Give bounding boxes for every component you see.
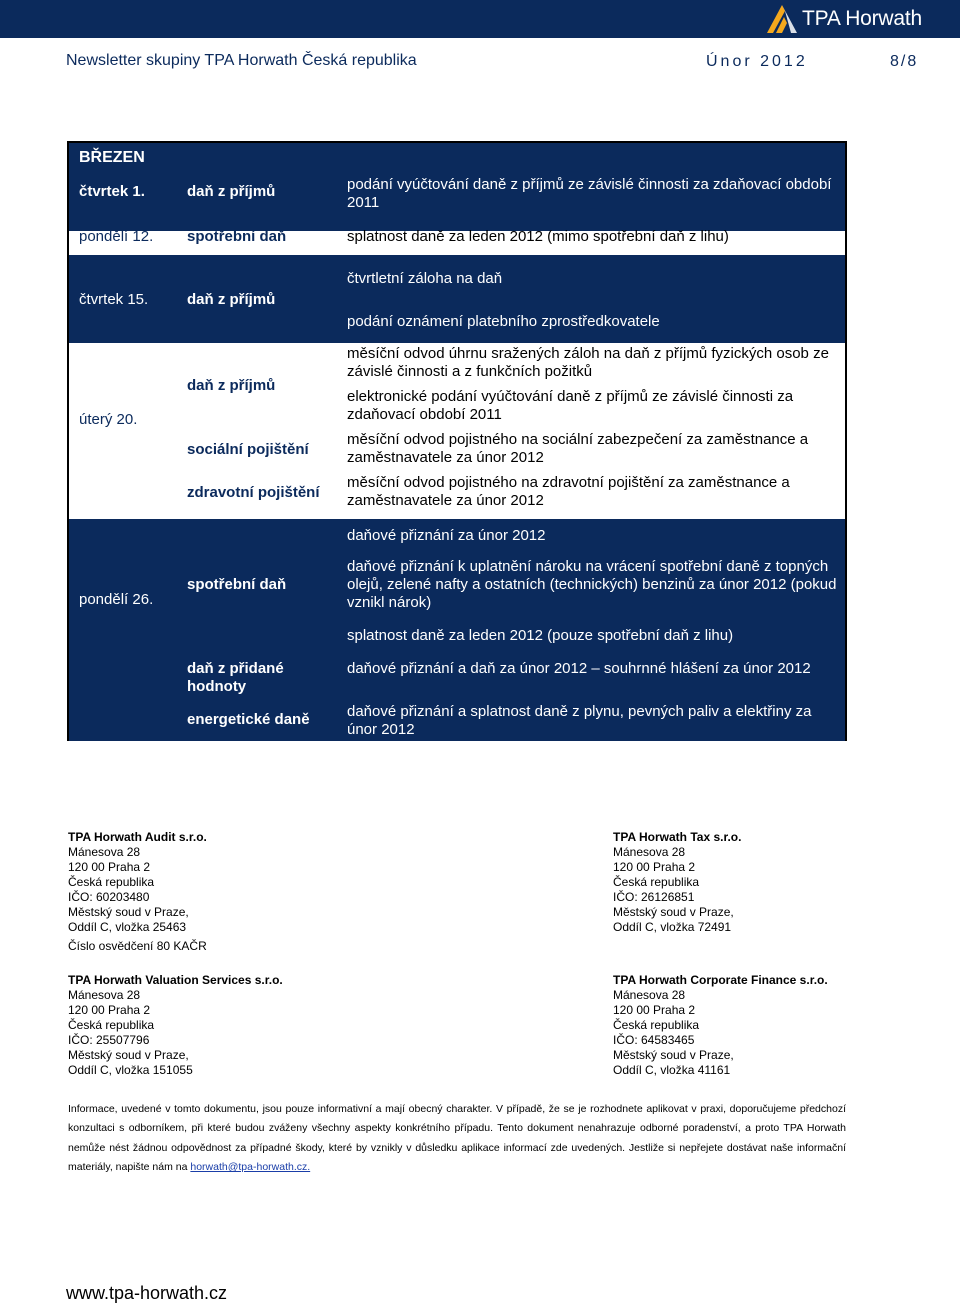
row1-desc: podání vyúčtování daně z příjmů ze závislé činnosti za zdaňovací období 2011 <box>347 176 832 211</box>
website-link[interactable]: www.tpa-horwath.cz <box>66 1283 228 1303</box>
row4-day: úterý 20. <box>79 411 138 428</box>
row5-desc-3: splatnost daně za leden 2012 (pouze spotřební daň z lihu) <box>347 627 734 644</box>
row3-tax: daň z příjmů <box>187 291 276 308</box>
row4-tax-2: sociální pojištění <box>187 441 309 458</box>
company-line: IČO: 60203480 <box>68 890 150 904</box>
company-line: Městský soud v Praze, <box>68 905 189 919</box>
logo-mark-icon <box>765 3 799 35</box>
row3-desc-2: podání oznámení platebního zprostředkovatele <box>347 313 660 330</box>
company-line: Česká republika <box>613 875 700 889</box>
company-name: TPA Horwath Valuation Services s.r.o. <box>68 973 283 987</box>
page-number: 8/8 <box>890 53 919 70</box>
company-line: Číslo osvědčení 80 KAČR <box>68 939 207 953</box>
row3-day: čtvrtek 15. <box>79 291 149 308</box>
disclaimer <box>68 1100 846 1178</box>
row4-desc-2: elektronické podání vyúčtování daně z příjmů ze závislé činnosti za zdaňovací období 2011 <box>347 388 794 423</box>
row1-tax: daň z příjmů <box>187 183 276 200</box>
company-line: Česká republika <box>68 875 155 889</box>
company-line: Oddíl C, vložka 25463 <box>68 920 187 934</box>
company-line: 120 00 Praha 2 <box>613 860 696 874</box>
company-line: 120 00 Praha 2 <box>68 860 151 874</box>
row5-tax-3: energetické daně <box>187 711 310 728</box>
company-line: Mánesova 28 <box>613 845 686 859</box>
company-valuation <box>68 973 283 1078</box>
row4-tax-1: daň z příjmů <box>187 377 276 394</box>
row4-desc-3: měsíční odvod pojistného na sociální zabezpečení za zaměstnance a zaměstnavatele za únor 2012 <box>347 431 809 466</box>
company-line: Mánesova 28 <box>68 988 141 1002</box>
company-corporate-finance <box>613 973 828 1078</box>
row4-tax-3: zdravotní pojištění <box>187 484 320 501</box>
row4-desc-1: měsíční odvod úhrnu sražených záloh na daň z příjmů fyzických osob ze závislé činnosti a z funkčních požitků <box>347 345 829 380</box>
top-banner <box>0 0 960 38</box>
company-name: TPA Horwath Audit s.r.o. <box>68 830 207 844</box>
company-line: Mánesova 28 <box>68 845 141 859</box>
newsletter-title: Newsletter skupiny TPA Horwath Česká republika <box>66 52 417 69</box>
row5-desc-2: daňové přiznání k uplatnění nároku na vrácení spotřební daně z topných olejů, zelené nafty a ostatních (technických) benzinů za únor 2012 (pokud vznikl nárok) <box>347 558 837 611</box>
disclaimer-text: Informace, uvedené v tomto dokumentu, jsou pouze informativní a mají obecný charakter. V případě, že se je rozhodnete aplikovat v praxi, doporučujeme předchozí konzultaci s odborníkem, při které budou zváženy všechny aspekty konkrétního případu. Tento dokument nenahrazuje odborné poradenství, a proto TPA Horwath nemůže nést žádnou odpovědnost za případné škody, které by vznikly v důsledku aplikace informací zde uvedených. Jestliže si nepřejete dostávat naše informační materiály, napište nám na <box>68 1103 846 1174</box>
row5-tax-1: spotřební daň <box>187 576 287 593</box>
tax-calendar-table <box>67 141 847 741</box>
company-tax <box>613 830 741 935</box>
row3-desc-1: čtvrtletní záloha na daň <box>347 270 503 287</box>
row1-day: čtvrtek 1. <box>79 183 145 200</box>
company-line: 120 00 Praha 2 <box>68 1003 151 1017</box>
tpa-horwath-logo[interactable] <box>765 3 922 35</box>
company-line: Oddíl C, vložka 151055 <box>68 1063 193 1077</box>
company-line: Oddíl C, vložka 72491 <box>613 920 732 934</box>
company-line: Česká republika <box>68 1018 155 1032</box>
row5-tax-2: daň z přidané hodnoty <box>187 660 284 695</box>
month-heading: BŘEZEN <box>79 149 145 166</box>
company-line: Mánesova 28 <box>613 988 686 1002</box>
row2-desc: splatnost daně za leden 2012 (mimo spotřební daň z lihu) <box>347 228 729 245</box>
row2-tax: spotřební daň <box>187 228 287 245</box>
logo-text: TPA Horwath <box>802 7 922 30</box>
email-link[interactable]: horwath@tpa-horwath.cz. <box>190 1161 311 1174</box>
company-line: Městský soud v Praze, <box>613 1048 734 1062</box>
row5-desc-1: daňové přiznání za únor 2012 <box>347 527 546 544</box>
issue-date: Únor 2012 <box>706 53 808 70</box>
company-line: 120 00 Praha 2 <box>613 1003 696 1017</box>
row4-desc-4: měsíční odvod pojistného na zdravotní pojištění za zaměstnance a zaměstnavatele za únor 2012 <box>347 474 790 509</box>
company-name: TPA Horwath Tax s.r.o. <box>613 830 742 844</box>
company-line: Oddíl C, vložka 41161 <box>613 1063 731 1077</box>
company-audit <box>68 830 207 954</box>
row2-day: pondělí 12. <box>79 228 154 245</box>
company-line: IČO: 64583465 <box>613 1033 695 1047</box>
row5-desc-4: daňové přiznání a daň za únor 2012 – souhrnné hlášení za únor 2012 <box>347 660 811 677</box>
company-line: Městský soud v Praze, <box>613 905 734 919</box>
row5-day: pondělí 26. <box>79 591 154 608</box>
company-line: Městský soud v Praze, <box>68 1048 189 1062</box>
company-line: IČO: 25507796 <box>68 1033 150 1047</box>
company-name: TPA Horwath Corporate Finance s.r.o. <box>613 973 828 987</box>
company-line: IČO: 26126851 <box>613 890 695 904</box>
row5-desc-5: daňové přiznání a splatnost daně z plynu, pevných paliv a elektřiny za únor 2012 <box>347 703 812 738</box>
company-line: Česká republika <box>613 1018 700 1032</box>
